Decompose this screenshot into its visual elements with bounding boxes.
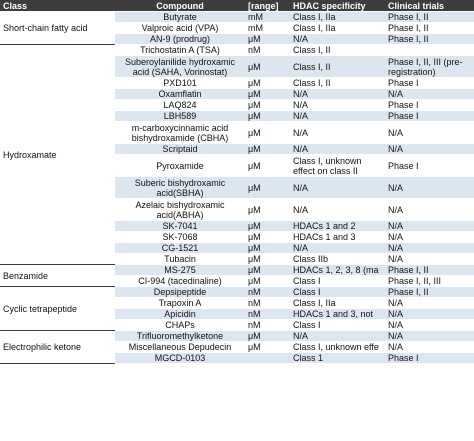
specificity-cell: Class I, IIa [290,23,385,34]
trials-cell: N/A [385,320,474,331]
trials-cell: Phase I, II [385,265,474,276]
range-cell [245,353,290,364]
range-cell: nM [245,45,290,56]
specificity-cell: N/A [290,144,385,155]
trials-cell: N/A [385,199,474,221]
range-cell: μM [245,331,290,342]
range-cell: μM [245,111,290,122]
trials-cell: N/A [385,144,474,155]
trials-cell: N/A [385,342,474,353]
compound-cell: Suberic bishydroxamic acid(SBHA) [115,177,245,199]
trials-cell: N/A [385,232,474,243]
trials-cell: Phase I, II [385,34,474,45]
compound-cell: MGCD-0103 [115,353,245,364]
trials-cell: Phase I, II, III [385,276,474,287]
range-cell: μM [245,34,290,45]
specificity-cell: N/A [290,100,385,111]
specificity-cell: N/A [290,177,385,199]
compound-cell: Oxamflatin [115,89,245,100]
specificity-cell: Class I, unknown effect on class II [290,155,385,177]
specificity-cell: Class I, IIa [290,12,385,23]
compound-cell: CHAPs [115,320,245,331]
trials-cell: Phase I, II [385,287,474,298]
trials-cell: Phase I [385,78,474,89]
trials-cell: N/A [385,89,474,100]
specificity-cell: HDACs 1 and 3 [290,232,385,243]
range-cell: μM [245,265,290,276]
specificity-cell: N/A [290,243,385,254]
range-cell: μM [245,221,290,232]
compound-cell: SK-7068 [115,232,245,243]
trials-cell [385,45,474,56]
trials-cell: N/A [385,331,474,342]
header-class: Class [0,0,115,12]
compound-cell: Suberoylanilide hydroxamic acid (SAHA, Vorinostat) [115,56,245,78]
trials-cell: N/A [385,243,474,254]
table-row [0,287,474,298]
trials-cell: N/A [385,298,474,309]
trials-cell: N/A [385,122,474,144]
trials-cell: Phase I [385,155,474,177]
trials-cell: Phase I [385,353,474,364]
compound-cell: SK-7041 [115,221,245,232]
range-cell: μM [245,122,290,144]
table-row [0,12,474,23]
trials-cell: Phase I [385,111,474,122]
compound-cell: MS-275 [115,265,245,276]
range-cell: μM [245,276,290,287]
compound-cell: Trapoxin A [115,298,245,309]
range-cell: μM [245,232,290,243]
compound-cell: AN-9 (prodrug) [115,34,245,45]
specificity-cell: HDACs 1, 2, 3, 8 (ma [290,265,385,276]
range-cell: μM [245,342,290,353]
specificity-cell: N/A [290,89,385,100]
specificity-cell: Class I [290,320,385,331]
range-cell: μM [245,56,290,78]
range-cell: μM [245,243,290,254]
header-range: [range] [245,0,290,12]
compound-cell: CI-994 (tacedinaline) [115,276,245,287]
compound-cell: Trifluoromethylketone [115,331,245,342]
range-cell: nM [245,309,290,320]
specificity-cell: HDACs 1 and 2 [290,221,385,232]
compound-cell: LBH589 [115,111,245,122]
specificity-cell: N/A [290,34,385,45]
specificity-cell: N/A [290,199,385,221]
range-cell: μM [245,254,290,265]
class-cell: Cyclic tetrapeptide [0,287,115,331]
range-cell: nM [245,320,290,331]
trials-cell: Phase I, II, III (pre-registration) [385,56,474,78]
specificity-cell: Class I [290,276,385,287]
class-cell: Electrophilic ketone [0,331,115,364]
compound-cell: LAQ824 [115,100,245,111]
compound-cell: PXD101 [115,78,245,89]
trials-cell: N/A [385,221,474,232]
compound-cell: Apicidin [115,309,245,320]
class-cell: Short-chain fatty acid [0,12,115,45]
table-row [0,265,474,276]
range-cell: μM [245,78,290,89]
range-cell: nM [245,287,290,298]
specificity-cell: N/A [290,122,385,144]
range-cell: μM [245,177,290,199]
specificity-cell: Class 1 [290,353,385,364]
specificity-cell: Class I [290,287,385,298]
specificity-cell: Class I, unknown effe [290,342,385,353]
specificity-cell: Class I, II [290,78,385,89]
specificity-cell: Class I, II [290,56,385,78]
table-row [0,331,474,342]
class-cell: Hydroxamate [0,45,115,265]
compound-cell: Miscellaneous Depudecin [115,342,245,353]
header-row [0,0,474,12]
compound-cell: Butyrate [115,12,245,23]
trials-cell: Phase I [385,100,474,111]
specificity-cell: Class I, IIa [290,298,385,309]
range-cell: μM [245,100,290,111]
specificity-cell: Class I, II [290,45,385,56]
range-cell: μM [245,199,290,221]
specificity-cell: N/A [290,111,385,122]
trials-cell: Phase I, II [385,23,474,34]
compound-cell: CG-1521 [115,243,245,254]
header-compound: Compound [115,0,245,12]
trials-cell: N/A [385,309,474,320]
compound-cell: Depsipeptide [115,287,245,298]
compound-cell: Valproic acid (VPA) [115,23,245,34]
compound-cell: Trichostatin A (TSA) [115,45,245,56]
specificity-cell: HDACs 1 and 3, not [290,309,385,320]
trials-cell: N/A [385,177,474,199]
trials-cell: Phase I, II [385,12,474,23]
header-specificity: HDAC specificity [290,0,385,12]
compound-cell: Tubacin [115,254,245,265]
class-cell: Benzamide [0,265,115,287]
compound-cell: Scriptaid [115,144,245,155]
range-cell: mM [245,23,290,34]
specificity-cell: Class IIb [290,254,385,265]
trials-cell: N/A [385,254,474,265]
specificity-cell: N/A [290,331,385,342]
compound-cell: m-carboxycinnamic acid bishydroxamide (CBHA) [115,122,245,144]
compound-cell: Azelaic bishydroxamic acid(ABHA) [115,199,245,221]
header-trials: Clinical trials [385,0,474,12]
range-cell: μM [245,155,290,177]
range-cell: μM [245,144,290,155]
range-cell: mM [245,12,290,23]
table-row [0,45,474,56]
range-cell: nM [245,298,290,309]
compound-cell: Pyroxamide [115,155,245,177]
range-cell: μM [245,89,290,100]
